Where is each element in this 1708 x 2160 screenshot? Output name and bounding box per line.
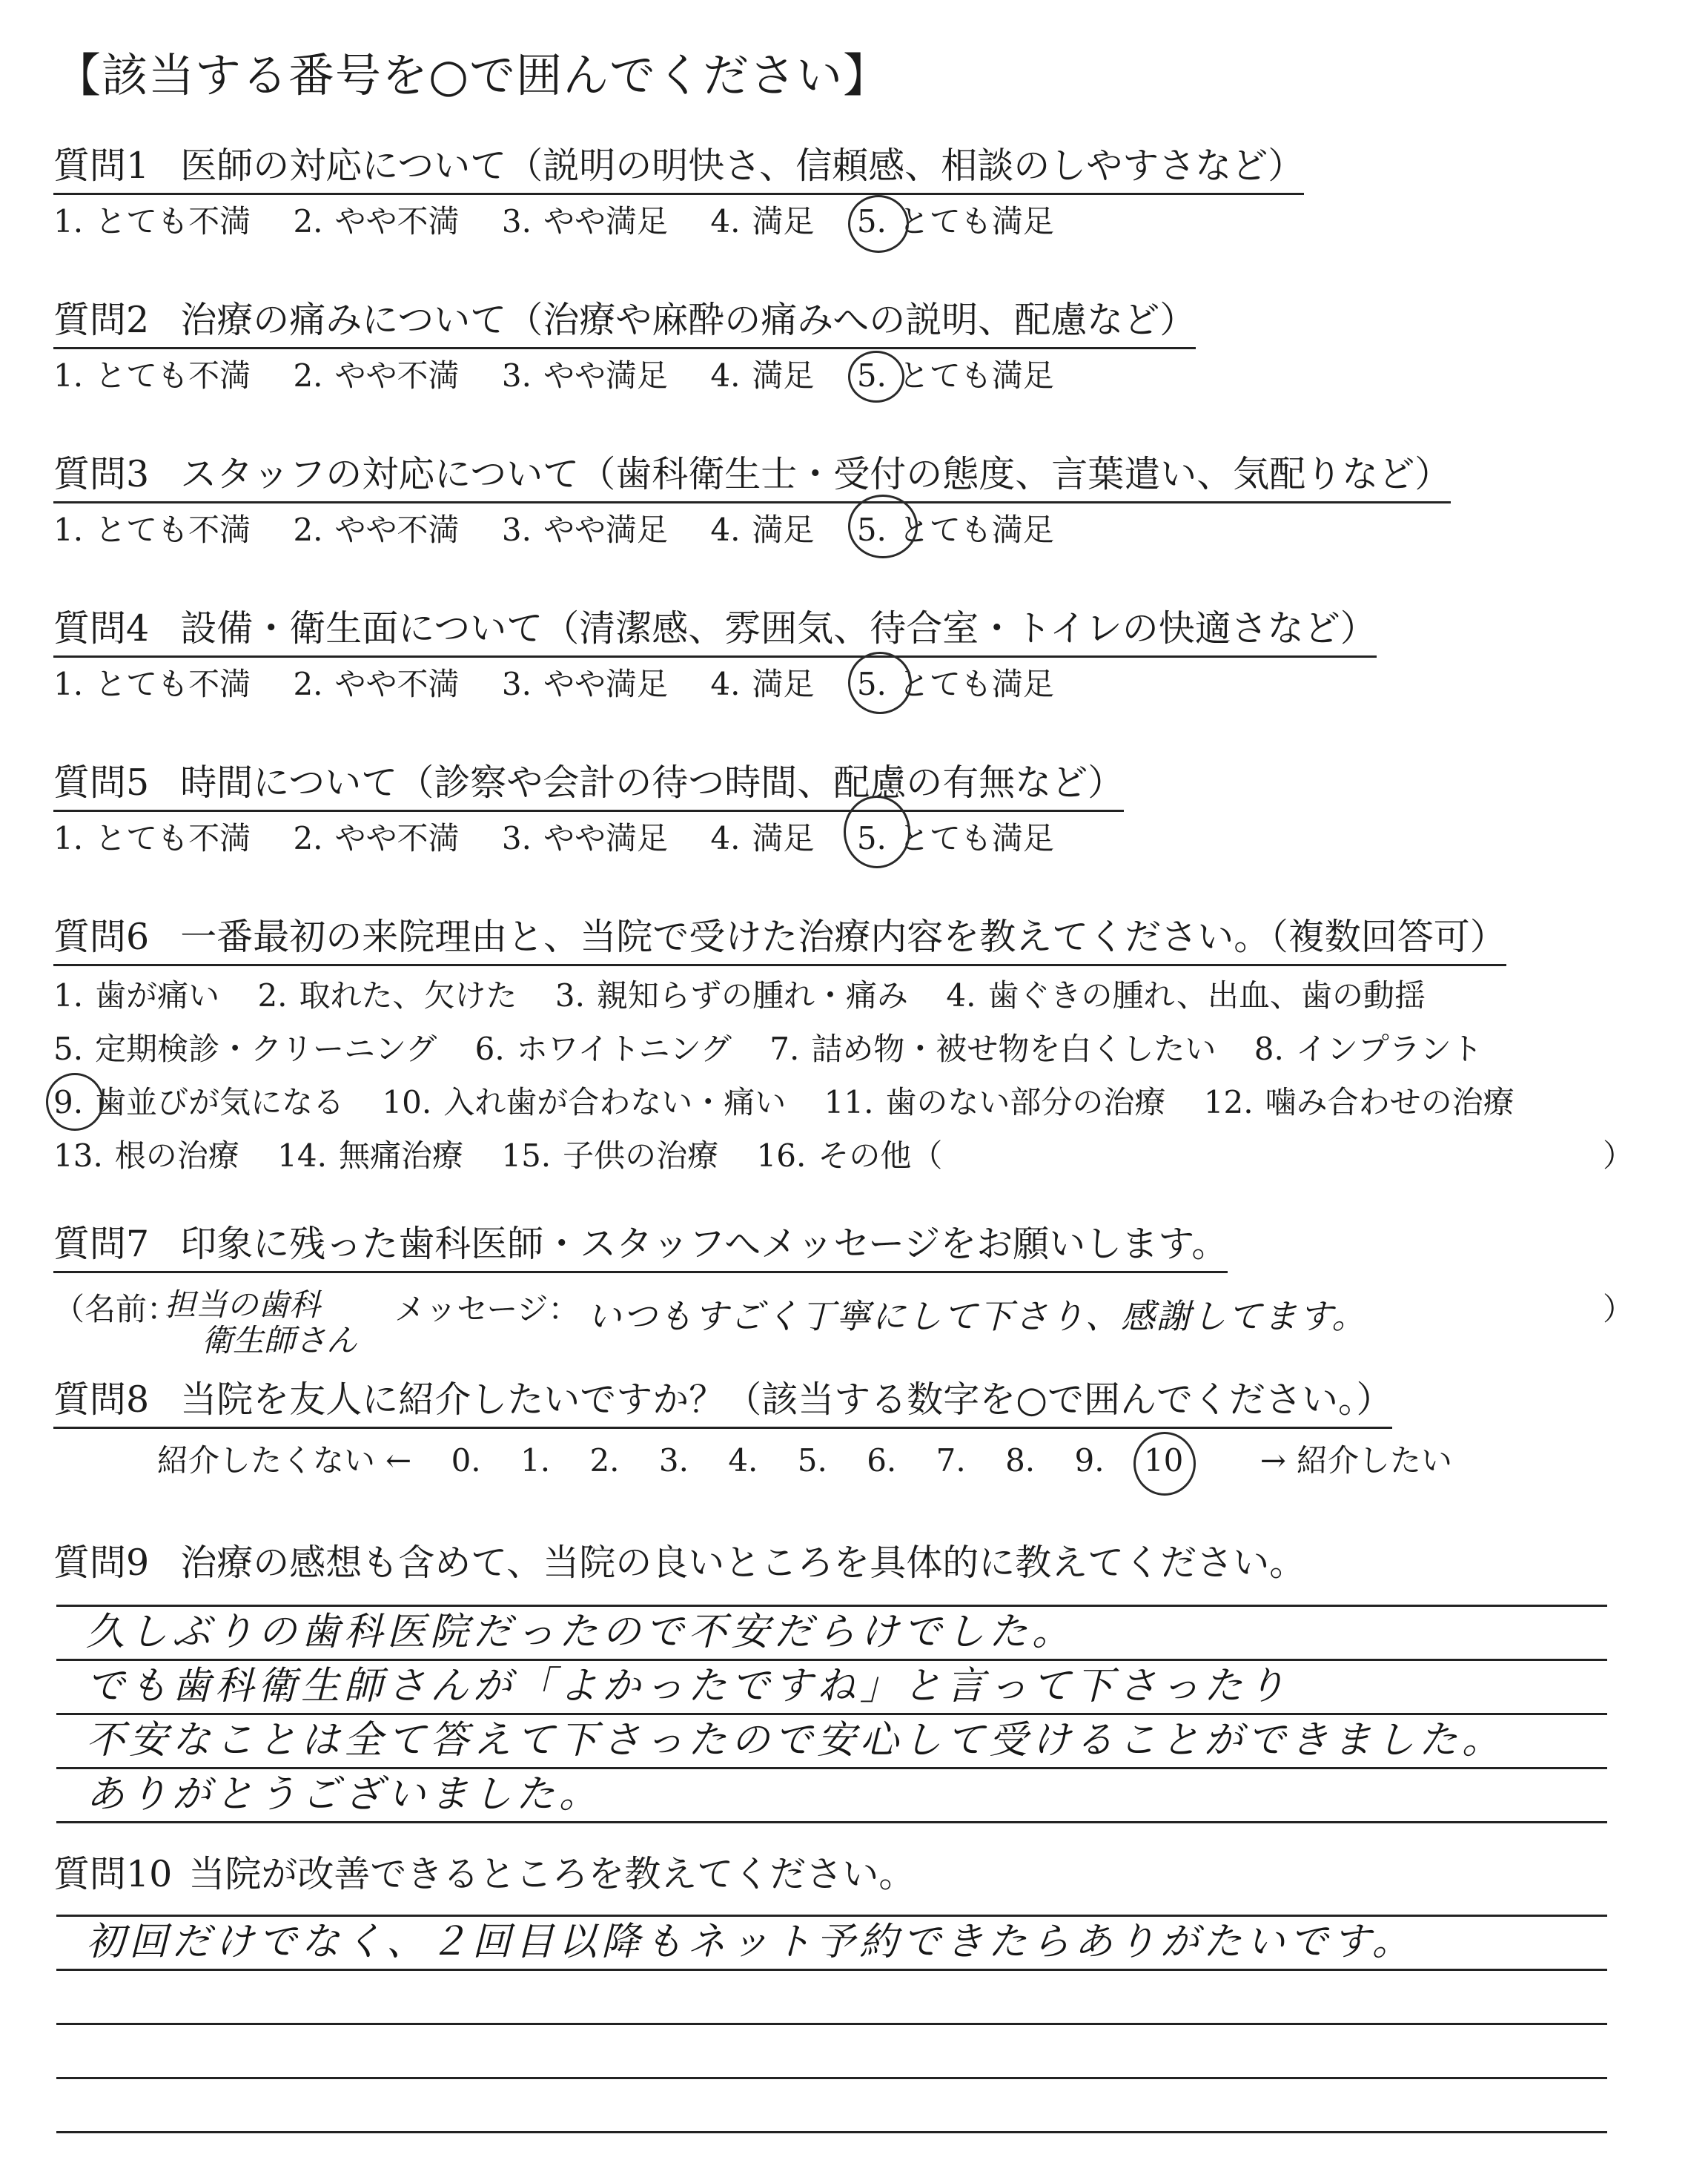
question-3 <box>53 451 1634 552</box>
reason-option-15[interactable]: 15. 子供の治療 <box>501 1137 719 1174</box>
reason-option-4[interactable]: 4. 歯ぐきの腫れ、出血、歯の動揺 <box>946 977 1426 1014</box>
question-text: 医師の対応について（説明の明快さ、信頼感、相談のしやすさなど） <box>180 145 1305 187</box>
question-text: 印象に残った歯科医師・スタッフへメッセージをお願いします。 <box>180 1223 1228 1265</box>
rating-option-3[interactable] <box>502 199 668 244</box>
rating-option-5[interactable] <box>857 662 1054 707</box>
handwritten-text: 不安なことは全て答えて下さったので安心して受けることができました。 <box>86 1718 1506 1763</box>
question-text: 設備・衛生面について（清潔感、雰囲気、待合室・トイレの快適さなど） <box>180 607 1377 650</box>
question-text: 一番最初の来院理由と、当院で受けた治療内容を教えてください。（複数回答可） <box>180 916 1506 958</box>
option-number: 1. <box>53 512 84 548</box>
option-label: とても不満 <box>95 666 251 702</box>
question-number: 質問1 <box>53 145 150 187</box>
reason-option-3[interactable]: 3. 親知らずの腫れ・痛み <box>555 977 908 1014</box>
name-value-line1[interactable]: 担当の歯科 <box>165 1287 321 1323</box>
message-value[interactable]: いつもすごく丁寧にして下さり、感謝してます。 <box>587 1296 1368 1336</box>
q10-answer-area[interactable] <box>56 1863 1607 2133</box>
option-number: 1. <box>53 820 84 856</box>
option-label: とても満足 <box>898 820 1054 856</box>
reason-option-14[interactable]: 14. 無痛治療 <box>277 1137 463 1174</box>
rating-option-5[interactable] <box>857 199 1054 244</box>
option-number: 3. <box>501 203 532 240</box>
question-2 <box>53 297 1634 398</box>
option-number: 2. <box>293 512 323 548</box>
option-number: 5. <box>856 512 887 548</box>
rating-option-2[interactable] <box>293 354 459 398</box>
option-label: とても不満 <box>95 512 251 548</box>
question-number: 質問10 <box>53 1853 173 1895</box>
rating-option-3[interactable] <box>502 816 668 861</box>
option-number: 5. <box>856 357 887 394</box>
question-number: 質問2 <box>53 299 150 341</box>
question-6-title <box>53 914 1506 966</box>
rating-option-2[interactable] <box>293 662 459 707</box>
question-6 <box>53 914 1634 1183</box>
reason-option-5[interactable]: 5. 定期検診・クリーニング <box>53 1031 437 1067</box>
question-2-title <box>53 297 1196 349</box>
message-line <box>53 1281 1634 1358</box>
option-label: とても不満 <box>95 820 251 856</box>
rating-option-3[interactable] <box>502 662 668 707</box>
option-label: 満足 <box>752 666 815 702</box>
question-number: 質問4 <box>53 607 150 650</box>
option-number: 4. <box>710 820 741 856</box>
option-number: 2. <box>293 666 323 702</box>
reason-row <box>53 1129 1634 1183</box>
reason-option-16[interactable]: 16. その他（ <box>756 1137 943 1174</box>
scale-option-7[interactable]: 7. <box>936 1442 966 1479</box>
option-label: とても不満 <box>95 357 251 394</box>
option-number: 4. <box>710 666 741 702</box>
question-number: 質問5 <box>53 762 150 804</box>
scale-option-5[interactable]: 5. <box>797 1442 827 1479</box>
scale-option-6[interactable]: 6. <box>867 1442 897 1479</box>
scale-option-10[interactable]: 10 <box>1144 1442 1213 1479</box>
rating-option-4[interactable] <box>710 662 814 707</box>
option-label: 満足 <box>752 357 815 394</box>
reason-option-2[interactable]: 2. 取れた、欠けた <box>257 977 517 1014</box>
answer-line <box>56 1917 1607 1971</box>
answer-line <box>56 2079 1607 2133</box>
reason-option-9[interactable]: 9. 歯並びが気になる <box>53 1076 344 1129</box>
scale-option-0[interactable]: 0. <box>451 1442 481 1479</box>
question-3-title <box>53 451 1451 503</box>
rating-option-5[interactable] <box>857 816 1054 861</box>
scale-option-8[interactable]: 8. <box>1005 1442 1036 1479</box>
rating-option-4[interactable] <box>710 508 814 552</box>
recommend-scale <box>157 1436 1634 1481</box>
rating-option-1[interactable] <box>53 354 251 398</box>
option-label: やや不満 <box>334 512 460 548</box>
option-label: やや不満 <box>334 820 460 856</box>
answer-line <box>56 1863 1607 1917</box>
reason-option-6[interactable]: 6. ホワイトニング <box>474 1031 732 1067</box>
option-label: やや満足 <box>543 203 668 240</box>
option-number: 5. <box>856 666 887 702</box>
option-label: やや不満 <box>334 203 460 240</box>
answer-line <box>56 1971 1607 2025</box>
option-label: やや満足 <box>543 357 668 394</box>
question-text: 治療の感想も含めて、当院の良いところを具体的に教えてください。 <box>180 1542 1306 1584</box>
rating-option-2[interactable] <box>293 508 459 552</box>
page-title: 【該当する番号を○で囲んでください】 <box>55 48 890 102</box>
reason-option-1[interactable]: 1. 歯が痛い <box>53 977 220 1014</box>
reason-row <box>53 969 1634 1023</box>
option-number: 4. <box>710 357 741 394</box>
option-number: 3. <box>501 666 532 702</box>
rating-options <box>53 199 1634 244</box>
left-arrow-icon: ← <box>385 1442 412 1479</box>
rating-option-4[interactable] <box>710 354 814 398</box>
rating-option-1[interactable] <box>53 816 251 861</box>
question-number: 質問7 <box>53 1223 150 1265</box>
name-label: （名前： <box>53 1291 179 1327</box>
rating-options <box>53 508 1634 552</box>
rating-option-2[interactable] <box>293 199 459 244</box>
rating-option-1[interactable] <box>53 662 251 707</box>
option-label: とても満足 <box>898 203 1054 240</box>
option-label: やや不満 <box>334 666 460 702</box>
answer-line <box>56 1715 1607 1769</box>
option-number: 4. <box>710 203 741 240</box>
reason-options <box>53 969 1634 1183</box>
scale-option-2[interactable]: 2. <box>589 1442 620 1479</box>
question-text: 治療の痛みについて（治療や麻酔の痛みへの説明、配慮など） <box>180 299 1196 341</box>
option-number: 1. <box>53 203 84 240</box>
rating-option-4[interactable] <box>710 816 814 861</box>
option-number: 2. <box>293 820 323 856</box>
question-5 <box>53 759 1634 861</box>
scale-option-9[interactable]: 9. <box>1074 1442 1105 1479</box>
option-label: 満足 <box>752 512 815 548</box>
option-number: 2. <box>293 203 323 240</box>
answer-line <box>56 1769 1607 1823</box>
reason-option-7[interactable]: 7. 詰め物・被せ物を白くしたい <box>769 1031 1217 1067</box>
question-number: 質問3 <box>53 453 150 495</box>
handwritten-text: 初回だけでなく、２回目以降もネット予約できたらありがたいです。 <box>86 1920 1415 1964</box>
option-number: 4. <box>710 512 741 548</box>
rating-option-4[interactable] <box>710 199 814 244</box>
reason-option-13[interactable]: 13. 根の治療 <box>53 1137 239 1174</box>
message-close-paren: ） <box>1602 1291 1634 1327</box>
scale-option-3[interactable]: 3. <box>658 1442 689 1479</box>
rating-options <box>53 354 1634 398</box>
option-label: 満足 <box>752 820 815 856</box>
rating-option-2[interactable] <box>293 816 459 861</box>
scale-option-4[interactable]: 4. <box>728 1442 758 1479</box>
question-8-title <box>53 1376 1392 1429</box>
question-5-title <box>53 759 1124 812</box>
rating-option-1[interactable] <box>53 199 251 244</box>
option-label: とても満足 <box>898 512 1054 548</box>
question-text: 当院が改善できるところを教えてください。 <box>188 1853 916 1895</box>
option-number: 2. <box>293 357 323 394</box>
scale-left-label: 紹介したくない <box>157 1442 376 1479</box>
option-number: 1. <box>53 357 84 394</box>
option-label: とても満足 <box>898 357 1054 394</box>
option-label: やや満足 <box>543 666 668 702</box>
answer-line <box>56 1607 1607 1661</box>
question-1 <box>53 142 1634 244</box>
other-close-paren: ） <box>1602 1137 1634 1174</box>
question-7-title <box>53 1221 1228 1273</box>
option-label: とても満足 <box>898 666 1054 702</box>
reason-option-10[interactable]: 10. 入れ歯が合わない・痛い <box>382 1084 787 1120</box>
option-number: 3. <box>501 512 532 548</box>
rating-option-3[interactable] <box>502 354 668 398</box>
question-1-title <box>53 142 1304 195</box>
reason-row <box>53 1023 1634 1076</box>
question-number: 質問6 <box>53 916 150 958</box>
option-label: やや満足 <box>543 820 668 856</box>
rating-option-1[interactable] <box>53 508 251 552</box>
reason-option-12[interactable]: 12. 噛み合わせの治療 <box>1203 1084 1515 1120</box>
handwritten-text: ありがとうございました。 <box>86 1772 603 1817</box>
handwritten-text: でも歯科衛生師さんが「よかったですね」と言って下さったり <box>86 1664 1291 1708</box>
option-label: 満足 <box>752 203 815 240</box>
right-arrow-icon: → <box>1260 1442 1286 1479</box>
q9-answer-area[interactable] <box>56 1553 1607 1823</box>
answer-line <box>56 1661 1607 1715</box>
question-text: スタッフの対応について（歯科衛生士・受付の態度、言葉遣い、気配りなど） <box>180 453 1452 495</box>
answer-line <box>56 2025 1607 2079</box>
question-number: 質問8 <box>53 1378 150 1421</box>
reason-option-8[interactable]: 8. インプラント <box>1254 1031 1483 1067</box>
rating-option-5[interactable] <box>857 354 1054 398</box>
option-label: とても不満 <box>95 203 251 240</box>
option-label: やや満足 <box>543 512 668 548</box>
question-7 <box>53 1221 1634 1358</box>
option-number: 1. <box>53 666 84 702</box>
answer-line <box>56 1553 1607 1607</box>
question-8 <box>53 1376 1634 1481</box>
question-number: 質問9 <box>53 1542 150 1584</box>
rating-options <box>53 816 1634 861</box>
scale-right-label: 紹介したい <box>1296 1442 1452 1479</box>
reason-row <box>53 1076 1634 1129</box>
question-text: 当院を友人に紹介したいですか？（該当する数字を○で囲んでください。） <box>180 1378 1393 1421</box>
rating-option-3[interactable] <box>502 508 668 552</box>
option-number: 3. <box>501 357 532 394</box>
option-number: 5. <box>856 820 887 856</box>
rating-options <box>53 662 1634 707</box>
message-label: メッセージ： <box>394 1291 580 1327</box>
reason-option-11[interactable]: 11. 歯のない部分の治療 <box>824 1084 1166 1120</box>
option-number: 3. <box>501 820 532 856</box>
question-4-title <box>53 605 1377 658</box>
option-number: 5. <box>856 203 887 240</box>
rating-option-5[interactable] <box>857 508 1054 552</box>
option-label: やや不満 <box>334 357 460 394</box>
handwritten-text: 久しぶりの歯科医院だったので不安だらけでした。 <box>86 1610 1076 1654</box>
question-4 <box>53 605 1634 707</box>
question-text: 時間について（診察や会計の待つ時間、配慮の有無など） <box>180 762 1125 804</box>
name-value-line2[interactable]: 衛生師さん <box>202 1322 358 1358</box>
scale-option-1[interactable]: 1. <box>520 1442 551 1479</box>
